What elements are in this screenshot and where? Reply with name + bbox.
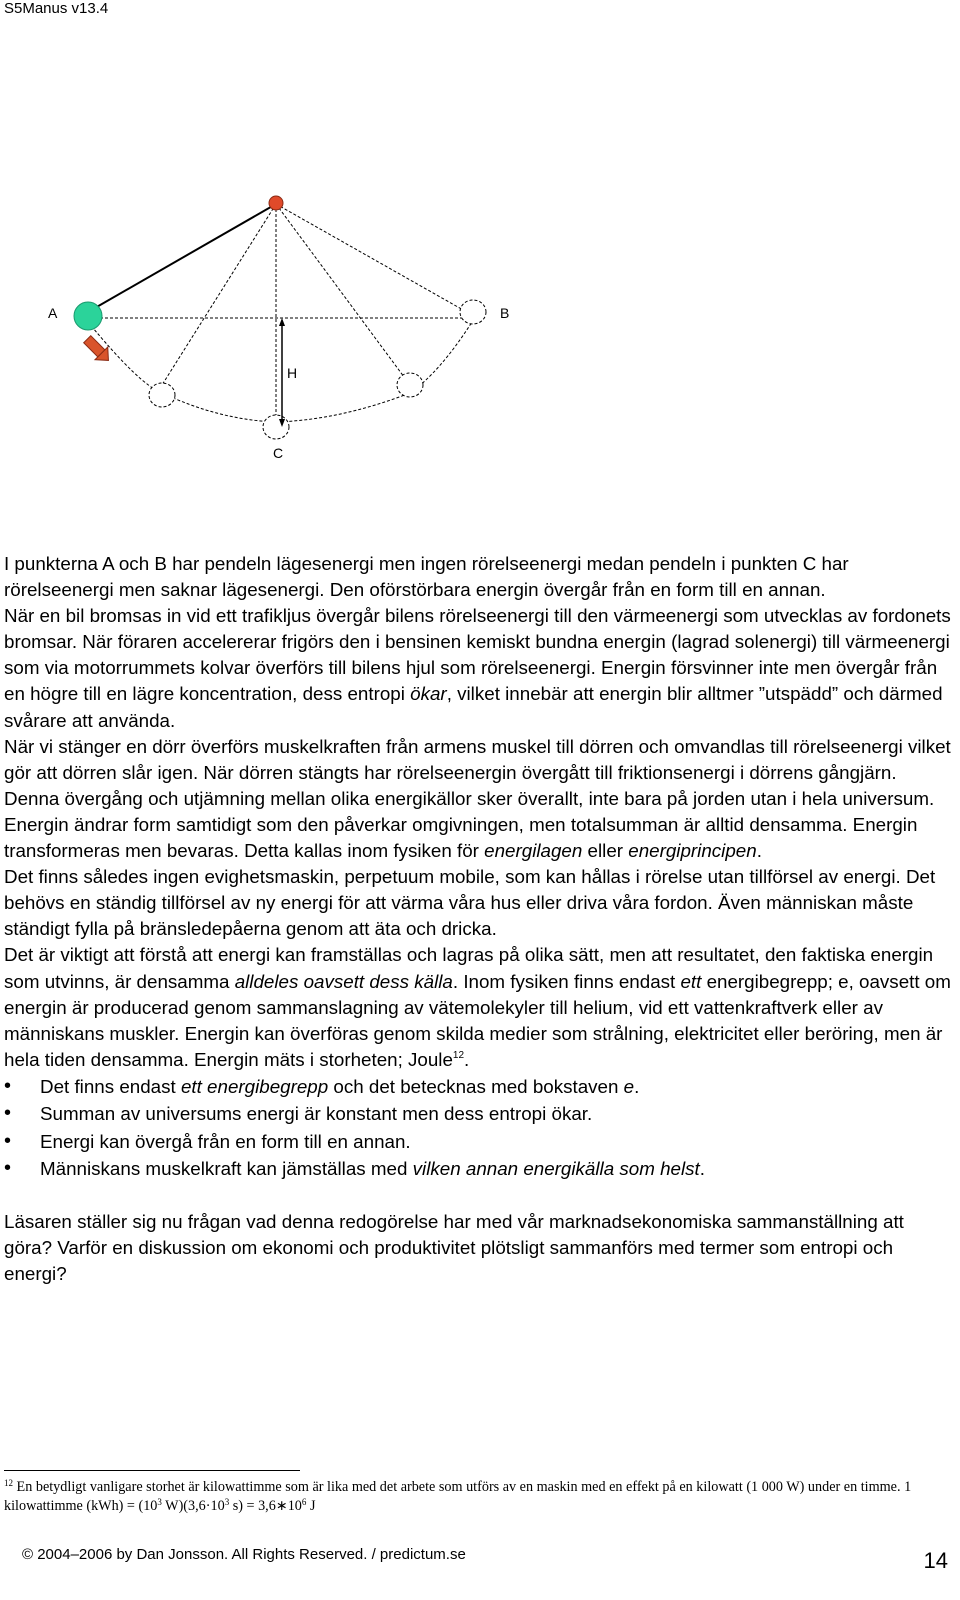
footnote-reference: 12: [452, 1049, 465, 1061]
page-number: 14: [923, 1548, 948, 1573]
footnote-divider: [4, 1470, 300, 1471]
pendulum-ghost-position: [149, 383, 175, 407]
pendulum-rod-dashed: [276, 204, 472, 315]
paragraph: Läsaren ställer sig nu frågan vad denna redogörelse har med vår marknadsekonomiska sammanställning att göra? Varför en diskussion om ekonomi och produktivitet plötsligt sammanförs med termer som entropi och energi?: [4, 1210, 904, 1285]
copyright-notice: © 2004–2006 by Dan Jonsson. All Rights Reserved. / predictum.se: [22, 1546, 466, 1563]
footnote: $^{12}$ En betydligt vanligare storhet är kilowattimme som är lika med det arbete som utförs av en maskin med en effekt på en kilowatt (1 000 W) under en timme. 1 kilowattimme $(kWh) = (10^3$ $W)(3,6\cdot 10^3$ $s) = 3,6∗10^6$ J: [4, 1478, 912, 1514]
paragraph: När en bil bromsas in vid ett trafikljus övergår bilens rörelseenergi till den värmeenergi som utvecklas av fordonets bromsar. När föraren accelererar frigörs den i bensinen kemiskt bundna energin (lagrad solenergi) till värmeenergi som via motorrummets kolvar överförs till bilens hjul som rörelseenergi. Energin försvinner inte men övergår från en högre till en lägre koncentration, dess entropi ökar, vilket innebär att energin blir alltmer ”utspädd” och därmed svårare att använda.: [4, 605, 951, 731]
bullet-list: [4, 1073, 954, 1183]
paragraph: Det finns således ingen evighetsmaskin, perpetuum mobile, som kan hållas i rörelse utan tillförsel av energi. Det behövs en ständig tillförsel av ny energi för att värma våra hus eller driva våra fordon. Även människan måste ständigt fylla på bränsledepåerna genom att äta och dricka.: [4, 866, 936, 940]
body-text: [4, 551, 954, 1287]
pendulum-ghost-position: [397, 373, 423, 397]
arrow-up-icon: [279, 318, 285, 326]
list-item: • Summan av universums energi är konstant men dess entropi ökar.: [4, 1100, 954, 1128]
paragraph: Det är viktigt att förstå att energi kan framställas och lagras på olika sätt, men att resultatet, den faktiska energin som utvinns, är densamma alldeles oavsett dess källa. Inom fysiken finns endast ett energibegrepp; e, oavsett om energin är producerad genom sammanslagning av vätemolekyler till helium, vid ett vattenkraftverk eller av människans muskler. Energin kan överföras genom skilda medier som strålning, elektricitet eller beröring, men är hela tiden densamma. Energin mäts i storheten; Joule$^{12}$.: [4, 944, 951, 1070]
pendulum-bob: [74, 302, 102, 330]
motion-arrow-icon: [81, 333, 115, 367]
pendulum-swing-arc: [88, 322, 472, 422]
paragraph: Denna övergång och utjämning mellan olika energikällor sker överallt, inte bara på jorden utan i hela universum. Energin ändrar form samtidigt som den påverkar omgivningen, men totalsumman är alltid densamma. Energin transformeras men bevaras. Detta kallas inom fysiken för energilagen eller energiprincipen.: [4, 787, 935, 862]
pivot-point: [269, 196, 283, 210]
pendulum-ghost-position: [460, 300, 486, 324]
pendulum-diagram: [0, 0, 960, 520]
pendulum-ghost-position: [263, 415, 289, 439]
pendulum-rod-dashed: [276, 204, 410, 385]
list-item: • Energi kan övergå från en form till en annan.: [4, 1128, 954, 1156]
list-item: • Människans muskelkraft kan jämställas med vilken annan energikälla som helst.: [4, 1155, 954, 1183]
label-a: A: [48, 305, 58, 321]
paragraph: I punkterna A och B har pendeln lägesenergi men ingen rörelseenergi medan pendeln i punkten C har rörelseenergi men saknar lägesenergi. Den oförstörbara energin övergår från en form till en annan.: [4, 553, 849, 601]
paragraph: När vi stänger en dörr överförs muskelkraften från armens muskel till dörren och omvandlas till rörelseenergi vilket gör att dörren slår igen. När dörren stängts har rörelseenergin övergått till friktionsenergi i dörrens gångjärn.: [4, 735, 951, 783]
label-h: H: [287, 365, 298, 381]
label-c: C: [273, 445, 284, 461]
document-header: S5Manus v13.4: [4, 0, 109, 17]
list-item: • Det finns endast ett energibegrepp och det betecknas med bokstaven e.: [4, 1073, 954, 1101]
pendulum-rod: [88, 204, 276, 312]
pendulum-rod-dashed: [162, 204, 276, 385]
label-b: B: [500, 305, 510, 321]
